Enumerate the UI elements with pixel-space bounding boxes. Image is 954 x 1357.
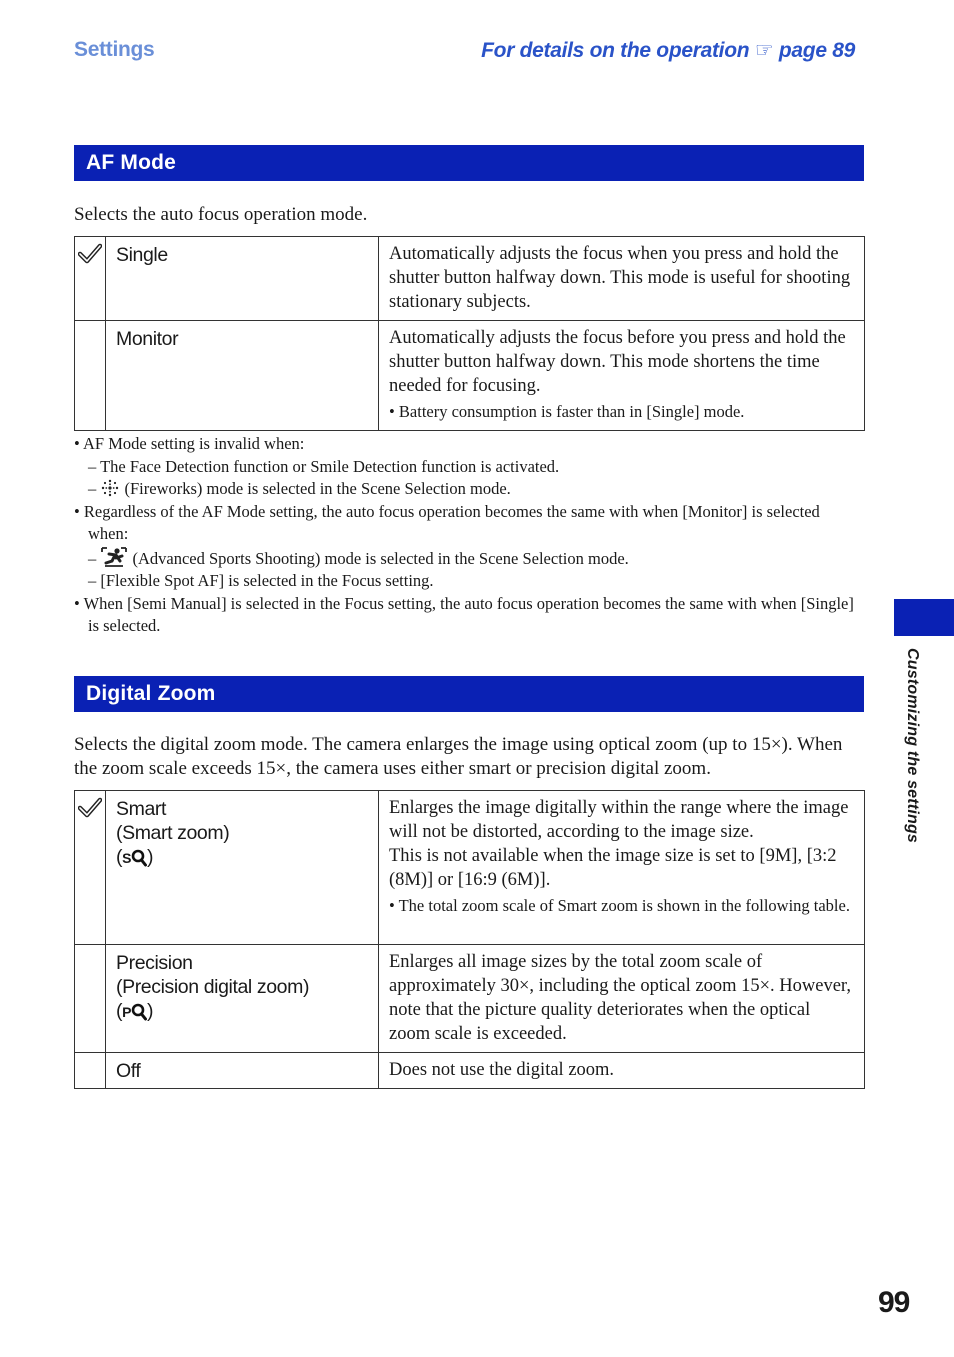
option-description bbox=[379, 321, 865, 431]
af-mode-notes bbox=[74, 433, 864, 638]
paren-close: ) bbox=[147, 846, 154, 868]
note-dash bbox=[74, 478, 864, 501]
fireworks-icon bbox=[100, 478, 120, 498]
note-dash-text: (Fireworks) mode is selected in the Scene Selection mode. bbox=[124, 479, 511, 498]
option-name: Smart bbox=[116, 798, 167, 820]
option-description-text: Enlarges the image digitally within the range where the image will not be distorted, according to the image size. bbox=[389, 798, 849, 842]
precision-zoom-letter: P bbox=[122, 1004, 132, 1020]
chapter-tab-label: Customizing the settings bbox=[904, 648, 921, 844]
note-dash: – The Face Detection function or Smile Detection function is activated. bbox=[88, 456, 560, 476]
note-bullet: • When [Semi Manual] is selected in the Focus setting, the auto focus operation becomes the same with when [Single] is selected. bbox=[74, 593, 854, 635]
option-name-cell bbox=[106, 945, 379, 1053]
note-dash: – [Flexible Spot AF] is selected in the Focus setting. bbox=[88, 571, 434, 590]
reference-text: For details on the operation bbox=[481, 39, 750, 62]
note-dash bbox=[74, 546, 864, 571]
option-description bbox=[379, 791, 865, 945]
smart-zoom-letter: S bbox=[122, 850, 132, 866]
option-name: Off bbox=[106, 1053, 379, 1089]
empty-mark-cell bbox=[75, 321, 106, 431]
empty-mark-cell bbox=[75, 1053, 106, 1089]
option-note: • Battery consumption is faster than in [Single] mode. bbox=[389, 402, 745, 421]
af-mode-heading: AF Mode bbox=[74, 145, 864, 181]
sports-shooting-icon bbox=[100, 546, 128, 568]
option-name: Single bbox=[106, 237, 379, 321]
option-name: Precision bbox=[116, 952, 193, 974]
note-bullet: • Regardless of the AF Mode setting, the auto focus operation becomes the same with when [Monitor] is selected when: bbox=[74, 501, 820, 543]
digital-zoom-intro: Selects the digital zoom mode. The camera enlarges the image using optical zoom (up to 15×). When the zoom scale exceeds 15×, the camera uses either smart or precision digital zoom. bbox=[74, 734, 843, 779]
default-check-icon bbox=[78, 243, 102, 265]
option-note: • The total zoom scale of Smart zoom is shown in the following table. bbox=[389, 896, 850, 915]
pointing-hand-icon: ☞ bbox=[754, 39, 774, 62]
option-subname: (Smart zoom) bbox=[116, 822, 230, 844]
page-reference[interactable] bbox=[481, 38, 855, 63]
reference-page: page 89 bbox=[778, 39, 855, 62]
default-check-icon bbox=[78, 797, 102, 819]
page-number: 99 bbox=[878, 1286, 910, 1319]
paren-open: ( bbox=[116, 846, 123, 868]
table-row bbox=[75, 237, 865, 321]
paren-open: ( bbox=[116, 1000, 123, 1022]
af-mode-table bbox=[74, 236, 865, 431]
table-row bbox=[75, 321, 865, 431]
note-dash-text: (Advanced Sports Shooting) mode is selected in the Scene Selection mode. bbox=[132, 548, 629, 568]
af-mode-intro: Selects the auto focus operation mode. bbox=[74, 204, 368, 225]
table-row bbox=[75, 1053, 865, 1089]
option-description: Does not use the digital zoom. bbox=[379, 1053, 865, 1089]
table-row bbox=[75, 791, 865, 945]
option-name-cell bbox=[106, 791, 379, 945]
option-description-text-2: This is not available when the image size is set to [9M], [3:2 (8M)] or [16:9 (6M)]. bbox=[389, 846, 837, 890]
chapter-tab-marker bbox=[894, 599, 954, 636]
paren-close: ) bbox=[147, 1000, 154, 1022]
option-description: Enlarges all image sizes by the total zoom scale of approximately 30×, including the optical zoom 15×. However, note that the picture quality deteriorates when the optical zoom scale is exceeded. bbox=[379, 945, 865, 1053]
digital-zoom-table bbox=[74, 790, 865, 1089]
empty-mark-cell bbox=[75, 945, 106, 1053]
table-row bbox=[75, 945, 865, 1053]
note-bullet: • AF Mode setting is invalid when: bbox=[74, 434, 305, 453]
option-description: Automatically adjusts the focus when you press and hold the shutter button halfway down. This mode is useful for shooting stationary subjects. bbox=[379, 237, 865, 321]
default-mark-cell bbox=[75, 791, 106, 945]
option-subname: (Precision digital zoom) bbox=[116, 976, 310, 998]
magnifier-icon bbox=[131, 1003, 147, 1021]
magnifier-icon bbox=[131, 849, 147, 867]
section-title: Settings bbox=[74, 38, 155, 61]
option-description-text: Automatically adjusts the focus before you press and hold the shutter button halfway down. This mode shortens the time needed for focusing. bbox=[389, 328, 846, 396]
option-symbol bbox=[116, 999, 368, 1024]
option-name: Monitor bbox=[106, 321, 379, 431]
digital-zoom-heading: Digital Zoom bbox=[74, 676, 864, 712]
dash-mark: – bbox=[88, 479, 97, 498]
default-mark-cell bbox=[75, 237, 106, 321]
dash-mark: – bbox=[88, 548, 97, 568]
option-symbol bbox=[116, 845, 368, 870]
